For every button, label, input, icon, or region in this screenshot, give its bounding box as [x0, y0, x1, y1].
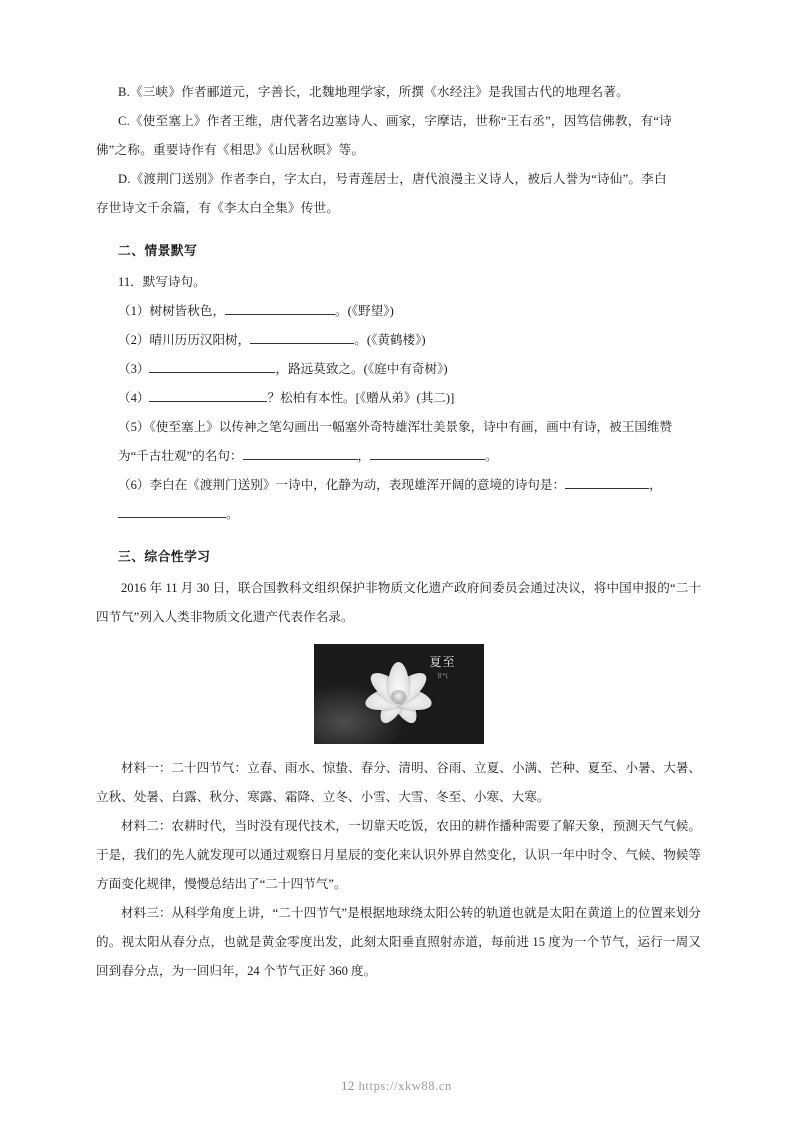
- fill-item-5-prefix: 为“千古壮观”的名句：: [118, 449, 243, 463]
- answer-blank[interactable]: [225, 301, 335, 315]
- fill-item-3: [96, 355, 701, 384]
- material-2: 材料二：农耕时代，当时没有现代技术，一切靠天吃饭，农田的耕作播种需要了解天象，预测天气气候。于是，我们的先人就发现可以通过观察日月星辰的变化来认识外界自然变化，认识一年中时令、气候、物候等方面变化规律，慢慢总结出了“二十四节气”。: [96, 819, 701, 891]
- section-heading-3: 三、综合性学习: [118, 550, 211, 564]
- figure-container: [96, 644, 701, 744]
- fill-item-5-line1: （5）《使至塞上》以传神之笔勾画出一幅塞外奇特雄浑壮美景象，诗中有画，画中有诗，被王国维赞: [118, 420, 673, 434]
- fill-item-3-prefix: （3）: [118, 362, 150, 376]
- fill-item-4: [96, 384, 701, 413]
- fill-item-6-line2: [96, 500, 701, 529]
- fill-item-3-suffix: ，路远莫致之。(《庭中有奇树》): [275, 362, 448, 376]
- answer-blank[interactable]: [565, 475, 649, 489]
- answer-blank[interactable]: [118, 504, 226, 518]
- material-1: 材料一：二十四节气：立春、雨水、惊蛰、春分、清明、谷雨、立夏、小满、芒种、夏至、小暑、大暑、立秋、处暑、白露、秋分、寒露、霜降、立冬、小雪、大雪、冬至、小寒、大寒。: [96, 761, 701, 804]
- fill-item-6-line2-suffix: 。: [226, 507, 239, 521]
- fill-item-4-prefix: （4）: [118, 391, 150, 405]
- fill-item-1-prefix: （1）树树皆秋色，: [118, 304, 226, 318]
- fill-item-2: [96, 326, 701, 355]
- choice-d-line1: D.《渡荆门送别》作者李白，字太白，号青莲居士，唐代浪漫主义诗人，被后人誉为“诗仙”。李白: [118, 172, 667, 186]
- fill-item-2-suffix: 。(《黄鹤楼》): [354, 333, 426, 347]
- choice-b: B.《三峡》作者郦道元，字善长，北魏地理学家，所撰《水经注》是我国古代的地理名著。: [118, 85, 629, 99]
- footer-site: https://xkw88.cn: [358, 1079, 452, 1093]
- fill-item-6-prefix: （6）李白在《渡荆门送别》一诗中，化静为动，表现雄浑开阔的意境的诗句是：: [118, 478, 566, 492]
- material-3: 材料三：从科学角度上讲，“二十四节气”是根据地球绕太阳公转的轨道也就是太阳在黄道上的位置来划分的。视太阳从春分点，也就是黄金零度出发，此刻太阳垂直照射赤道，每前进 15 度为一个节气，运行一周又回到春分点，为一回归年，24 个节气正好 360 度。: [96, 906, 701, 978]
- answer-blank[interactable]: [370, 446, 485, 460]
- section-heading-2: 二、情景默写: [118, 244, 198, 258]
- choice-c-line2: 佛”之称。重要诗作有《相思》《山居秋暝》等。: [96, 143, 365, 157]
- section3-intro: 2016 年 11 月 30 日，联合国教科文组织保护非物质文化遗产政府间委员会通过决议，将中国申报的“二十四节气”列入人类非物质文化遗产代表作名录。: [96, 581, 701, 624]
- lotus-photo: [314, 644, 484, 744]
- fill-item-6-suffix: ，: [649, 478, 662, 492]
- fill-item-1: [96, 297, 701, 326]
- page-footer: [0, 1079, 793, 1094]
- fill-item-6-line1: [96, 471, 701, 500]
- answer-blank[interactable]: [250, 330, 354, 344]
- photo-caption: [429, 656, 455, 684]
- fill-item-4-suffix: ？松柏有本性。[《赠从弟》(其二)]: [267, 391, 455, 405]
- fill-item-2-prefix: （2）晴川历历汉阳树，: [118, 333, 251, 347]
- answer-blank[interactable]: [243, 446, 358, 460]
- choice-c-line1: C.《使至塞上》作者王维，唐代著名边塞诗人、画家，字摩诘，世称“王右丞”，因笃信佛教，有“诗: [118, 114, 672, 128]
- page-number: 12: [341, 1079, 355, 1093]
- question-11: 11．默写诗句。: [118, 275, 206, 289]
- fill-item-5-line2: [96, 442, 701, 471]
- answer-blank[interactable]: [149, 388, 267, 402]
- fill-item-5-suffix: 。: [485, 449, 498, 463]
- photo-caption-small: 节气: [436, 674, 449, 680]
- flower-core: [391, 690, 406, 703]
- photo-caption-main: 夏至: [429, 655, 456, 669]
- fill-item-5-mid: ，: [357, 449, 371, 463]
- choice-d-line2: 存世诗文千余篇，有《李太白全集》传世。: [96, 201, 340, 215]
- answer-blank[interactable]: [149, 359, 275, 373]
- fill-item-1-suffix: 。(《野望》): [335, 304, 394, 318]
